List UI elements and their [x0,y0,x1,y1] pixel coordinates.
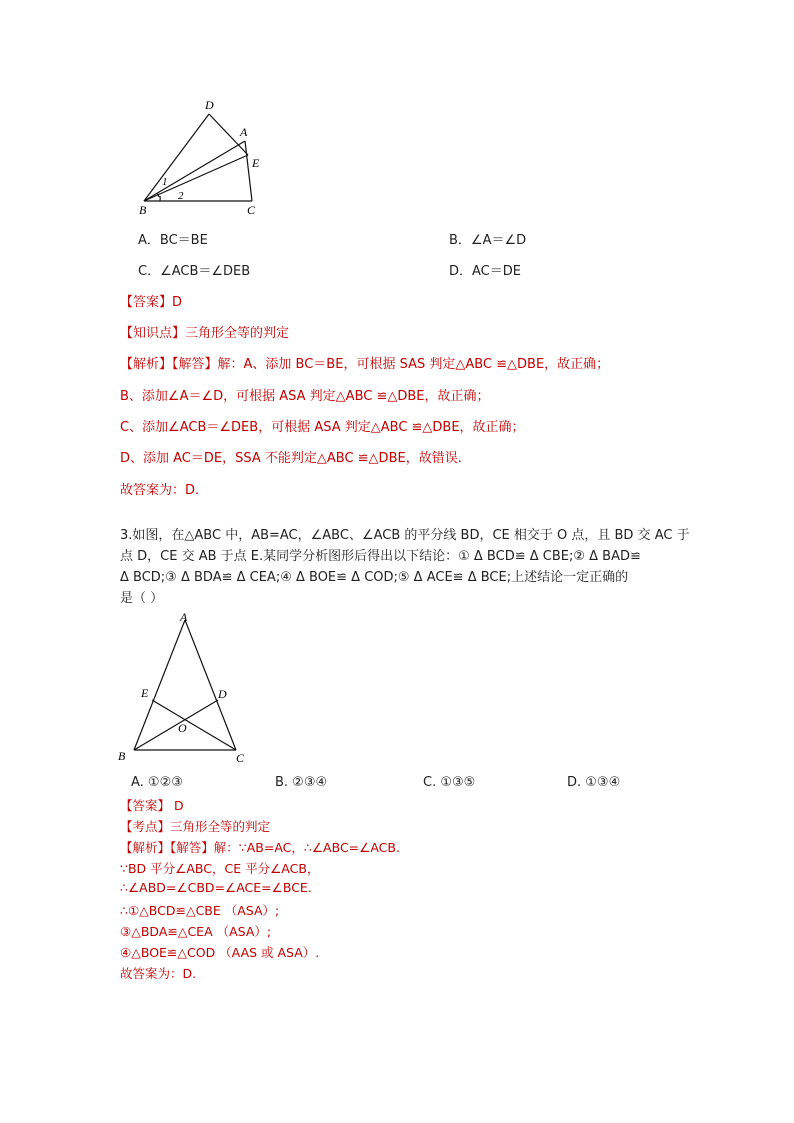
label-a: A [240,125,248,139]
conclusion-text: △BCD≌△CBE （ASA）; [139,903,280,918]
knowledge-row [120,322,289,341]
conclusion-text: △BDA≌△CEA （ASA）; [131,924,272,939]
question-line-3: Δ BCD;③ Δ BDA≌ Δ CEA;④ Δ BOE≌ Δ COD;⑤ Δ ACE≌ Δ BCE;上述结论一定正确的 [120,570,629,585]
q3-analysis-line-1: ∵BD 平分∠ABC，CE 平分∠ACB， [120,861,320,876]
analysis-line: 解：A、添加 BC＝BE，可根据 SAS 判定△ABC ≌△DBE，故正确； [217,357,610,372]
question-line-1: 3.如图，在△ABC 中，AB=AC，∠ABC、∠ACB 的平分线 BD，CE 相交于 O 点，且 BD 交 AC 于 [120,528,690,543]
analysis-line-b: B、添加∠A＝∠D，可根据 ASA 判定△ABC ≌△DBE，故正确； [120,389,490,404]
figure-quadrilateral [130,95,280,220]
analysis-line-d: D、添加 AC＝DE，SSA 不能判定△ABC ≌△DBE，故错误. [120,451,462,466]
label-angle-1: 1 [162,176,168,188]
option-b: B．∠A＝∠D [449,233,527,248]
q3-option-a: A. ①②③ [131,775,183,790]
line-bd [144,114,209,201]
final-answer: 故答案为：D. [120,483,200,498]
label-e: E [252,156,260,170]
question-line-4: 是（ ） [120,591,164,606]
q3-answer-value: D [170,798,184,813]
label-c-2: C [236,751,245,765]
line-ac [245,141,252,201]
q3-final-answer: 故答案为：D. [120,966,197,981]
label-c: C [247,203,256,217]
knowledge-value: 三角形全等的判定 [185,326,290,341]
conclusion-mark: ④ [120,945,132,960]
q3-conclusion-1 [120,901,279,919]
line-ba [144,141,245,201]
label-o: O [178,721,187,735]
figure-isosceles-triangle [115,610,255,765]
q3-analysis-line-2: ∴∠ABD=∠CBD=∠ACE=∠BCE. [120,880,312,895]
line-be [144,155,248,201]
label-e-2: E [141,686,149,700]
q3-option-c: C. ①③⑤ [423,775,476,790]
line-ce [152,700,236,750]
analysis-line-c: C、添加∠ACB＝∠DEB，可根据 ASA 判定△ABC ≌△DBE，故正确； [120,420,525,435]
q3-analysis-first: 解：∵AB=AC，∴∠ABC=∠ACB. [213,840,400,855]
knowledge-label: 【知识点】 [120,326,186,341]
q3-answer-row [120,796,184,814]
option-d: D．AC＝DE [449,264,521,279]
label-b: B [139,203,147,217]
analysis-row-1 [120,353,609,372]
conclusion-text: △BOE≌△COD （AAS 或 ASA）. [131,945,320,960]
q3-analysis-label: 【解析】【解答】 [120,840,214,855]
option-a: A．BC＝BE [138,233,208,248]
label-a-2: A [180,610,188,624]
conclusion-mark: ∴① [120,903,140,918]
answer-value: D [172,295,183,310]
question-line-2: 点 D，CE 交 AB 于点 E.某同学分析图形后得出以下结论：① Δ BCD≌ Δ CBE;② Δ BAD≌ [120,549,641,564]
analysis-label: 【解析】【解答】 [120,357,218,372]
q3-answer-label: 【答案】 [120,798,171,813]
answer-row [120,291,182,310]
q3-point-row [120,817,270,835]
q3-point-value: 三角形全等的判定 [170,819,271,834]
label-b-2: B [118,749,126,763]
q3-point-label: 【考点】 [120,819,171,834]
label-d-2: D [218,687,227,701]
q3-conclusion-3 [120,922,271,940]
conclusion-mark: ③ [120,924,132,939]
q3-analysis-row [120,838,400,856]
answer-label: 【答案】 [120,295,173,310]
q3-option-d: D. ①③④ [567,775,621,790]
label-d: D [205,98,214,112]
line-bd-2 [134,700,218,750]
q3-conclusion-4 [120,943,319,961]
line-ac-2 [185,620,236,750]
q3-option-b: B. ②③④ [275,775,328,790]
option-c: C．∠ACB＝∠DEB [138,264,251,279]
label-angle-2: 2 [178,190,184,202]
